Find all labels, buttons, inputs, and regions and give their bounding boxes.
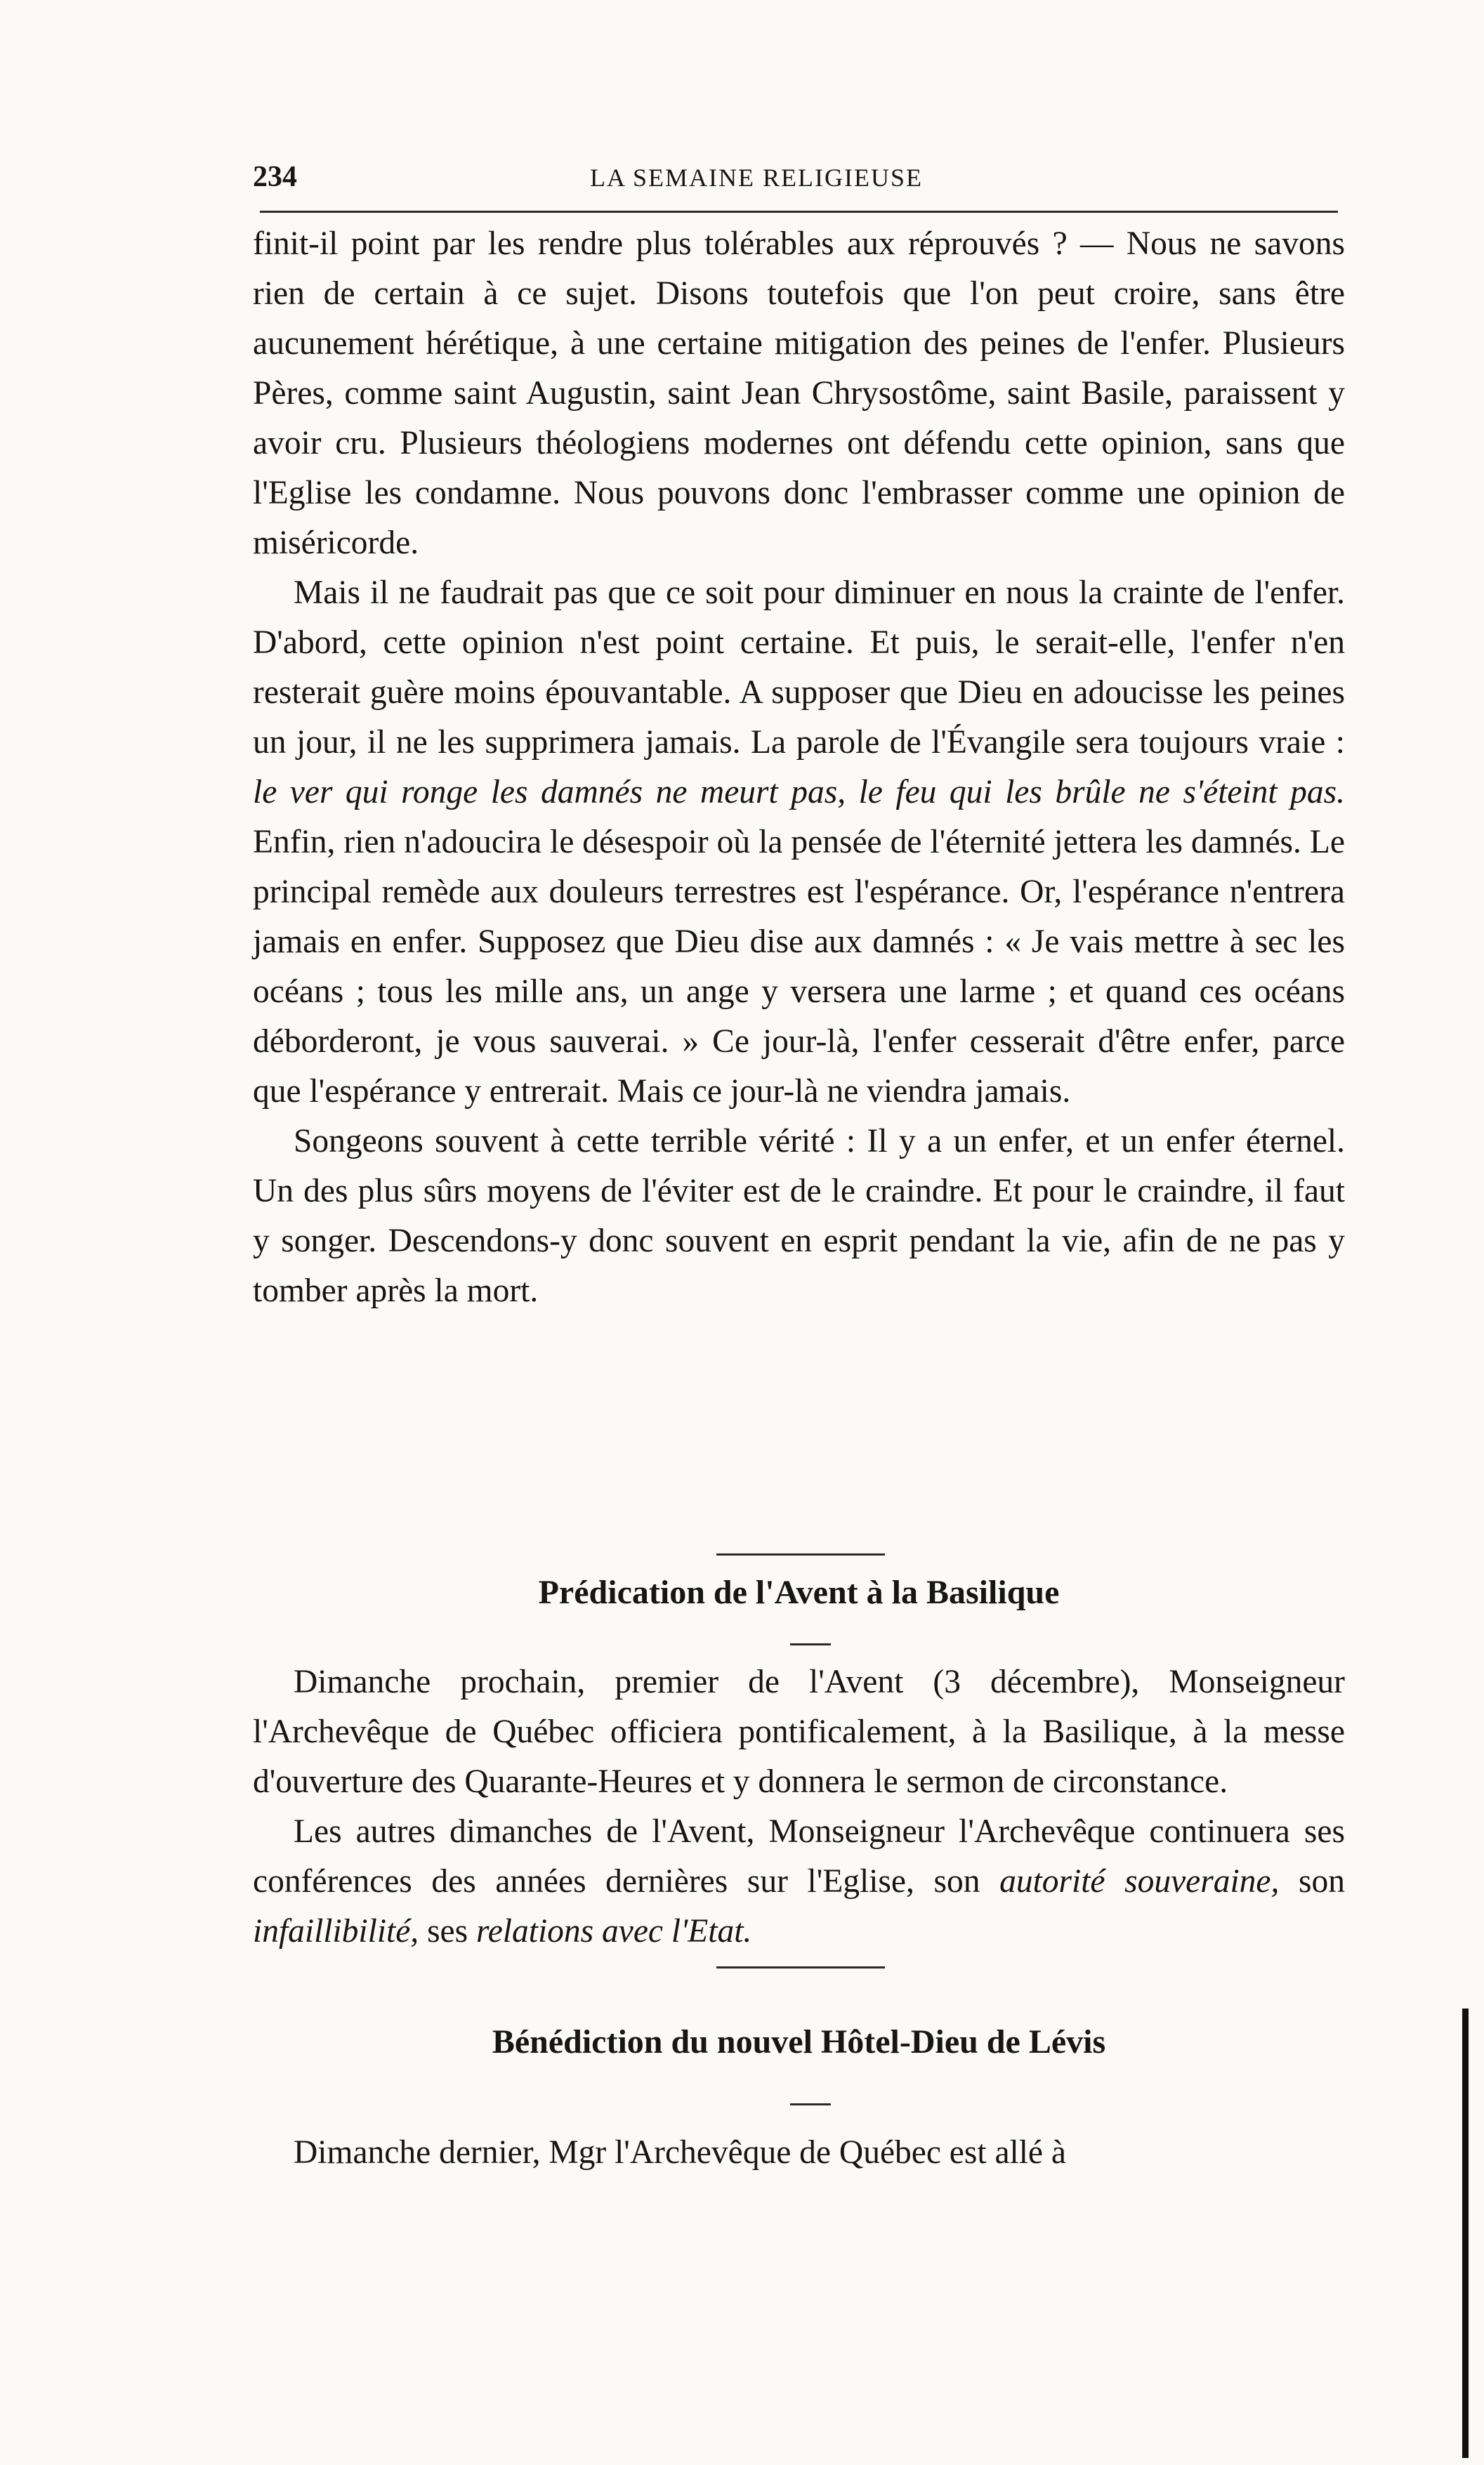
- title-dash: [790, 2103, 831, 2105]
- page-header: [253, 160, 1341, 195]
- italic-phrase: relations avec l'Etat.: [476, 1913, 752, 1950]
- text-run: son: [1279, 1863, 1345, 1900]
- section-divider: [716, 1553, 885, 1556]
- paragraph: [253, 1807, 1345, 1957]
- text-run: Dimanche prochain, premier de l'Avent (3 décembre), Monseigneur l'Archevêque de Québec officiera pontificalement, à la Basilique, à la messe d'ouverture des Quarante-Heures et y donnera le sermon de circonstance.: [253, 1664, 1345, 1800]
- section-title: Prédication de l'Avent à la Basilique: [538, 1574, 1060, 1611]
- italic-phrase: autorité souveraine,: [999, 1863, 1280, 1900]
- page-number: 234: [253, 161, 297, 193]
- section-body: [253, 2128, 1345, 2178]
- title-dash: [790, 1643, 831, 1645]
- section-body: [253, 1657, 1345, 1957]
- italic-quote: le ver qui ronge les damnés ne meurt pas, le feu qui les brûle ne s'éteint pas.: [253, 774, 1345, 810]
- text-run: Enfin, rien n'adoucira le désespoir où la pensée de l'éternité jettera les damnés. Le principal remède aux douleurs terrestres est l'espérance. Or, l'espérance n'entrera jamais en enfer. Supposez que Dieu dise aux damnés : « Je vais mettre à sec les océans ; tous les mille ans, un ange y versera une larme ; et quand ces océans déborderont, je vous sauverai. » Ce jour-là, l'enfer cesserait d'être enfer, parce que l'espérance y entrerait. Mais ce jour-là ne viendra jamais.: [253, 824, 1345, 1110]
- main-article-body: [253, 219, 1345, 1316]
- paragraph: [253, 1117, 1345, 1316]
- italic-phrase: infaillibilité,: [253, 1913, 419, 1950]
- section-divider: [716, 1966, 885, 1968]
- header-rule: [260, 211, 1338, 213]
- text-run: Songeons souvent à cette terrible vérité : Il y a un enfer, et un enfer éternel. Un des plus sûrs moyens de l'éviter est de le craindre. Et pour le craindre, il faut y songer. Descendons-y donc souvent en esprit pendant la vie, afin de ne pas y tomber après la mort.: [253, 1123, 1345, 1309]
- text-run: Mais il ne faudrait pas que ce soit pour diminuer en nous la crainte de l'enfer. D'abord, cette opinion n'est point certaine. Et puis, le serait-elle, l'enfer n'en resterait guère moins épouvantable. A supposer que Dieu en adoucisse les peines un jour, il ne les supprimera jamais. La parole de l'Évangile sera toujours vraie :: [253, 574, 1345, 761]
- scan-edge-mark: [1462, 2009, 1469, 2458]
- text-run: ses: [419, 1913, 476, 1950]
- paragraph: [253, 219, 1345, 568]
- text-run: finit-il point par les rendre plus tolérables aux réprouvés ? — Nous ne savons rien de certain à ce sujet. Disons toutefois que l'on peut croire, sans être aucunement hérétique, à une certaine mitigation des peines de l'enfer. Plusieurs Pères, comme saint Augustin, saint Jean Chrysostôme, saint Basile, paraissent y avoir cru. Plusieurs théologiens modernes ont défendu cette opinion, sans que l'Eglise les condamne. Nous pouvons donc l'embrasser comme une opinion de miséricorde.: [253, 225, 1345, 561]
- paragraph: [253, 568, 1345, 1117]
- paragraph: [253, 1657, 1345, 1807]
- paragraph: [253, 2128, 1345, 2178]
- text-run: Les autres dimanches de l'Avent, Monseigneur l'Archevêque continuera ses conférences des années dernières sur l'Eglise, son: [253, 1813, 1345, 1900]
- text-run: Dimanche dernier, Mgr l'Archevêque de Québec est allé à: [294, 2134, 1066, 2171]
- running-title: LA SEMAINE RELIGIEUSE: [590, 164, 923, 192]
- section-title: Bénédiction du nouvel Hôtel-Dieu de Lévis: [492, 2023, 1106, 2060]
